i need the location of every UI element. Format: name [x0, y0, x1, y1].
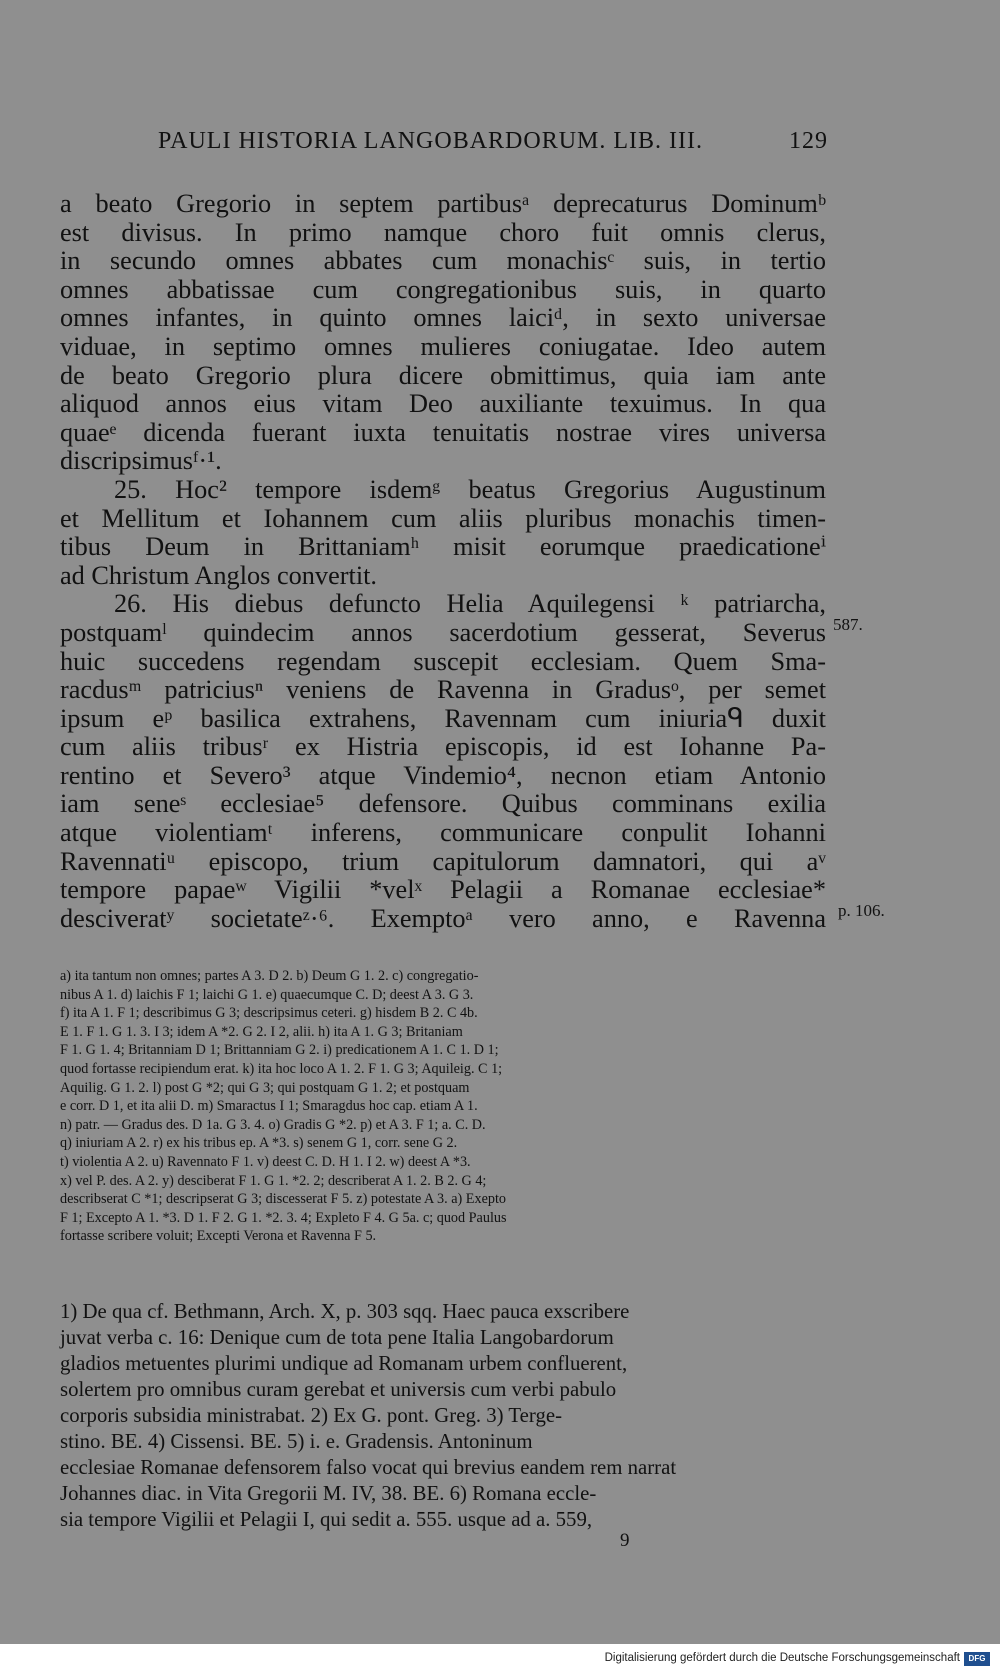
- apparatus-line: F 1. G 1. 4; Britanniam D 1; Brittanniam G 2. i) predicationem A 1. C 1. D 1;: [60, 1042, 499, 1059]
- text-line: est divisus. In primo namque choro fuit omnis clerus,: [60, 218, 826, 247]
- apparatus-line: nibus A 1. d) laichis F 1; laichi G 1. e) quaecumque C. D; deest A 3. G 3.: [60, 986, 474, 1003]
- footnote-line: stino. BE. 4) Cissensi. BE. 5) i. e. Gradensis. Antoninum: [60, 1430, 533, 1453]
- margin-year-note: 587.: [833, 615, 863, 634]
- text-line: ad Christum Anglos convertit.: [60, 560, 378, 590]
- apparatus-line: n) patr. — Gradus des. D 1a. G 3. 4. o) Gradis G *2. p) et A 3. F 1; a. C. D.: [60, 1116, 486, 1133]
- text-line: omnes abbatissae cum congregationibus suis, in quarto: [60, 275, 826, 304]
- text-line: aliquod annos eius vitam Deo auxiliante texuimus. In qua: [60, 390, 826, 419]
- chapter-25-start: 25. Hoc² tempore isdemᵍ beatus Gregorius Augustinum: [114, 475, 826, 504]
- text-line: racdusᵐ patriciusⁿ veniens de Ravenna in Gradusᵒ, per semet: [60, 676, 826, 705]
- apparatus-line: quod fortasse recipiendum erat. k) ita hoc loco A 1. 2. F 1. G 3; Aquileig. C 1;: [60, 1060, 503, 1077]
- apparatus-line: f) ita A 1. F 1; describimus G 3; descripsimus ceteri. g) hisdem B 2. C 4b.: [60, 1005, 478, 1022]
- digitization-credit: Digitalisierung gefördert durch die Deutsche Forschungsgemeinschaft: [604, 1652, 960, 1664]
- apparatus-line: q) iniuriam A 2. r) ex his tribus ep. A *3. s) senem G 1, corr. sene G 2.: [60, 1135, 458, 1152]
- footnote-line: 1) De qua cf. Bethmann, Arch. X, p. 303 sqq. Haec pauca exscribere: [60, 1300, 630, 1323]
- text-line: tempore papaeʷ Vigilii *velˣ Pelagii a Romanae ecclesiae*: [60, 876, 826, 905]
- chapter-26-start: 26. His diebus defuncto Helia Aquilegensi ᵏ patriarcha,: [114, 590, 826, 619]
- apparatus-line: t) violentia A 2. u) Ravennato F 1. v) deest C. D. H 1. I 2. w) deest A *3.: [60, 1153, 471, 1170]
- apparatus-line: E 1. F 1. G 1. 3. I 3; idem A *2. G 2. I 2, alii. h) ita A 1. G 3; Britaniam: [60, 1023, 463, 1040]
- apparatus-line: Aquilig. G 1. 2. l) post G *2; qui G 3; qui postquam G 1. 2; et postquam: [60, 1079, 470, 1096]
- text-line: cum aliis tribusʳ ex Histria episcopis, id est Iohanne Pa-: [60, 733, 826, 762]
- footnote-line: Johannes diac. in Vita Gregorii M. IV, 38. BE. 6) Romana eccle-: [60, 1482, 597, 1505]
- text-line: iam seneˢ ecclesiae⁵ defensore. Quibus comminans exilia: [60, 790, 826, 819]
- text-line: rentino et Severo³ atque Vindemio⁴, necnon etiam Antonio: [60, 761, 826, 790]
- text-line: a beato Gregorio in septem partibusᵃ deprecaturus Dominumᵇ: [60, 190, 826, 218]
- critical-apparatus: [60, 967, 852, 1246]
- text-line: et Mellitum et Iohannem cum aliis pluribus monachis timen-: [60, 504, 826, 533]
- apparatus-line: e corr. D 1, et ita alii D. m) Smaractus I 1; Smaragdus hoc cap. etiam A 1.: [60, 1098, 478, 1115]
- text-line: de beato Gregorio plura dicere obmittimus, quia iam ante: [60, 361, 826, 390]
- running-title: PAULI HISTORIA LANGOBARDORUM. LIB. III.: [158, 128, 704, 154]
- text-line: discripsimusᶠ·¹.: [60, 446, 222, 476]
- footnote-line: ecclesiae Romanae defensorem falso vocat qui brevius eandem rem narrat: [60, 1456, 677, 1479]
- margin-page-ref: p. 106.: [838, 901, 885, 920]
- footnote-line: gladios metuentes plurimi undique ad Romanam urbem confluerent,: [60, 1352, 628, 1375]
- running-header: [60, 128, 840, 162]
- footnote-line: solertem pro omnibus curam gerebat et universis cum verbi pabulo: [60, 1378, 617, 1401]
- text-line: in secundo omnes abbates cum monachisᶜ suis, in tertio: [60, 247, 826, 276]
- text-line: tibus Deum in Brittaniamʰ misit eorumque praedicationeⁱ: [60, 533, 826, 562]
- apparatus-line: x) vel P. des. A 2. y) desciberat F 1. G 1. *2. 2; describerat A 1. 2. B 2. G 4;: [60, 1172, 487, 1189]
- main-text: [60, 190, 826, 933]
- footnote-line: juvat verba c. 16: Denique cum de tota pene Italia Langobardorum: [60, 1326, 614, 1349]
- footnote-line: corporis subsidia ministrabat. 2) Ex G. pont. Greg. 3) Terge-: [60, 1404, 562, 1427]
- text-line: quaeᵉ dicenda fuerant iuxta tenuitatis nostrae vires universa: [60, 418, 826, 447]
- text-line: omnes infantes, in quinto omnes laiciᵈ, in sexto universae: [60, 304, 826, 333]
- page-number: 129: [789, 128, 828, 154]
- text-line: ipsum eᵖ basilica extrahens, Ravennam cum iniuriaᑫ duxit: [60, 704, 826, 733]
- text-line: postquamˡ quindecim annos sacerdotium gesserat, Severus: [60, 618, 826, 647]
- dfg-logo-icon: DFG: [964, 1652, 990, 1666]
- text-line: viduae, in septimo omnes mulieres coniugatae. Ideo autem: [60, 332, 826, 361]
- apparatus-line: a) ita tantum non omnes; partes A 3. D 2. b) Deum G 1. 2. c) congregatio-: [60, 968, 479, 984]
- digitization-footer: [0, 1644, 1000, 1674]
- text-line: Ravennatiᵘ episcopo, trium capitulorum damnatori, qui aᵛ: [60, 847, 826, 876]
- apparatus-line: describserat C *1; descripserat G 3; discesserat F 5. z) potestate A 3. a) Exepto: [60, 1191, 506, 1208]
- text-line: desciveratʸ societateᶻ·⁶. Exemptoᵃ vero anno, e Ravenna: [60, 904, 826, 933]
- apparatus-line: F 1; Excepto A 1. *3. D 1. F 2. G 1. *2. 3. 4; Expleto F 4. G 5a. c; quod Paulus: [60, 1209, 507, 1226]
- apparatus-line: fortasse scribere voluit; Excepti Verona et Ravenna F 5.: [60, 1228, 377, 1245]
- signature-mark: 9: [620, 1530, 630, 1551]
- text-line: atque violentiamᵗ inferens, communicare conpulit Iohanni: [60, 819, 826, 848]
- text-line: huic succedens regendam suscepit ecclesiam. Quem Sma-: [60, 647, 826, 676]
- footnotes: [60, 1299, 826, 1533]
- footnote-line: sia tempore Vigilii et Pelagii I, qui sedit a. 555. usque ad a. 559,: [60, 1508, 593, 1531]
